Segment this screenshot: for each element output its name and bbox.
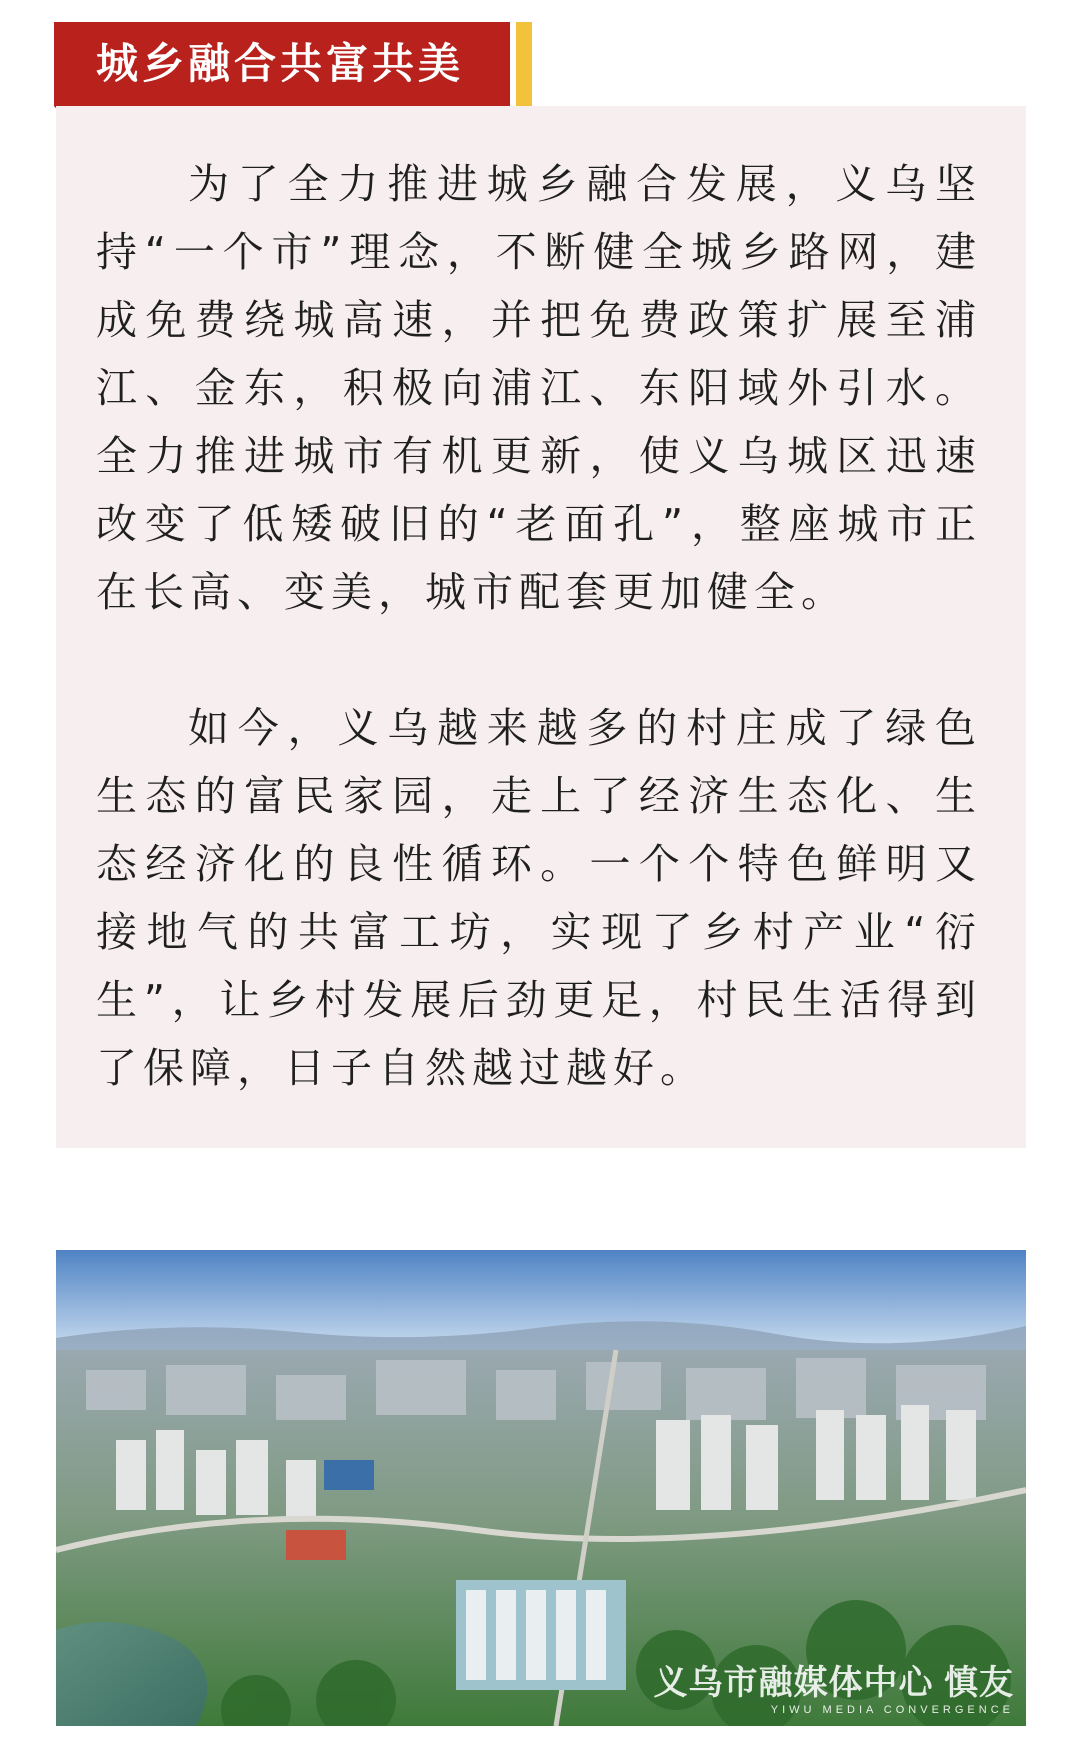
photo-watermark <box>654 1655 1014 1716</box>
title-accent-bar <box>516 22 532 106</box>
watermark-subtext: YIWU MEDIA CONVERGENCE <box>770 1704 1014 1716</box>
section-title: 城乡融合共富共美 <box>96 39 465 88</box>
city-aerial-photo <box>56 1250 1026 1726</box>
article-paragraph-2: 如今，义乌越来越多的村庄成了绿色生态的富民家园，走上了经济生态化、生态经济化的良性循环。一个个特色鲜明又接地气的共富工坊，实现了乡村产业“衍生”，让乡村发展后劲更足，村民生活得到了保障，日子自然越过越好。 <box>96 704 982 1092</box>
watermark-text: 义乌市融媒体中心 慎友 <box>653 1664 1014 1702</box>
article-paragraph-1: 为了全力推进城乡融合发展，义乌坚持“一个市”理念，不断健全城乡路网，建成免费绕城高速，并把免费政策扩展至浦江、金东，积极向浦江、东阳域外引水。全力推进城市有机更新，使义乌城区迅速改变了低矮破旧的“老面孔”，整座城市正在长高、变美，城市配套更加健全。 <box>96 160 982 616</box>
